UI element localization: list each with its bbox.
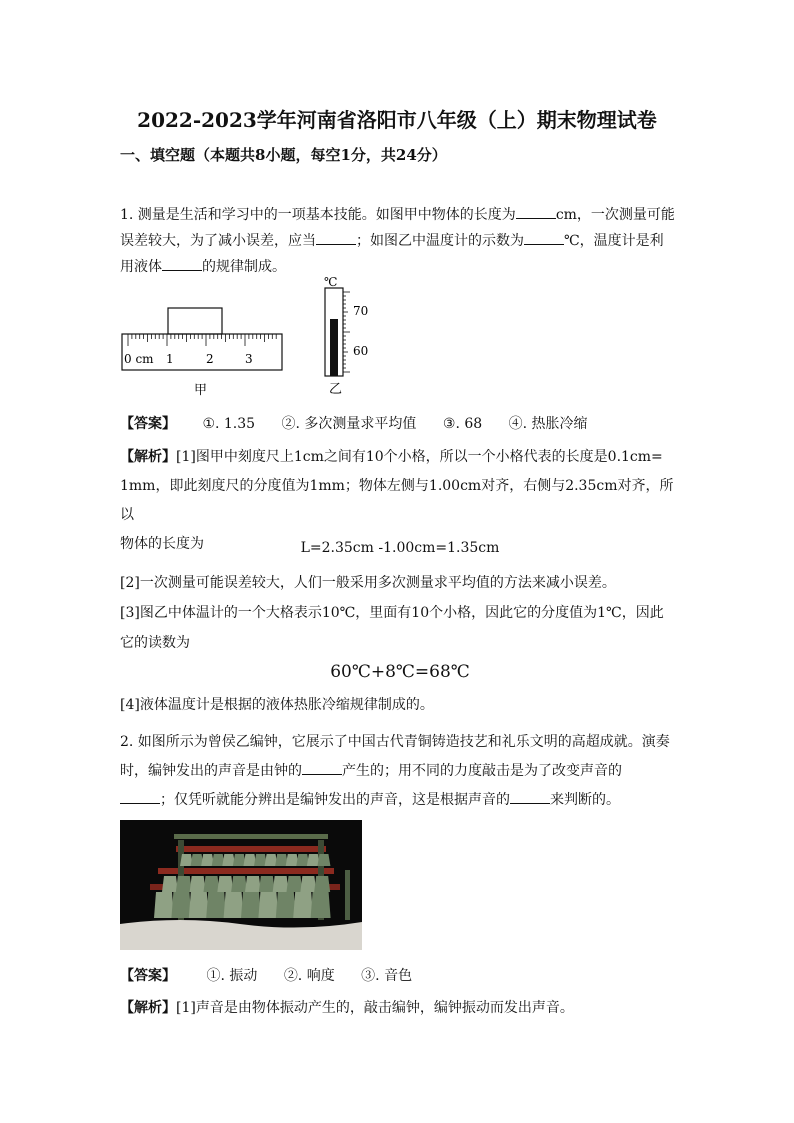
bell: [300, 876, 316, 892]
answer-blank: [120, 789, 160, 804]
bell: [276, 892, 296, 918]
answer-blank: [162, 256, 202, 271]
thermo-label: 70: [353, 304, 369, 318]
thermo-label: 60: [353, 344, 369, 358]
ruler-figure: [118, 300, 288, 400]
answer-row: [120, 963, 680, 989]
analysis-block: [2]一次测量可能误差较大，人们一般采用多次测量求平均值的方法来减小误差。 [3]图乙中体温计的一个大格表示10℃，里面有10个小格，因此它的分度值为1℃，因此 它的读数为: [120, 575, 664, 651]
thermometer-figure: [315, 272, 385, 400]
answer-blank: [316, 230, 356, 245]
answer-label: 【答案】: [120, 968, 176, 984]
liquid-column: [330, 319, 338, 376]
ruler-label: 2: [206, 352, 214, 366]
bianzhong-photo: [120, 820, 362, 950]
analysis-line: [4]液体温度计是根据的液体热胀冷缩规律制成的。: [120, 697, 434, 713]
bell: [162, 876, 178, 892]
bell: [217, 876, 233, 892]
answer-row: [120, 411, 680, 437]
analysis-label: 【解析】: [120, 449, 176, 465]
ruler-label: 0 cm: [124, 352, 154, 366]
bell: [314, 876, 330, 892]
answer-item: ①. 振动: [206, 968, 258, 984]
bell: [259, 876, 275, 892]
bell: [190, 876, 206, 892]
bell: [311, 892, 331, 918]
question-1: [120, 202, 680, 280]
analysis-block: 【解析】[1]图甲中刻度尺上1cm之间有10个小格，所以一个小格代表的长度是0.1cm= 1mm，即此刻度尺的分度值为1mm；物体左侧与1.00cm对齐，右侧与2.35cm对齐，所以 物体的长度为: [120, 449, 674, 552]
answer-blank: [524, 230, 564, 245]
bell: [224, 892, 244, 918]
bell: [287, 876, 303, 892]
bell: [154, 892, 174, 918]
analysis-label: 【解析】: [120, 1000, 176, 1016]
bell: [176, 876, 192, 892]
measured-object: [168, 308, 222, 334]
bell: [231, 876, 247, 892]
analysis-line: 【解析】[1]声音是由物体振动产生的，敲击编钟，编钟振动而发出声音。: [120, 1000, 574, 1016]
page-title: 2022-2023学年河南省洛阳市八年级（上）期末物理试卷: [137, 108, 657, 132]
answer-item: ②. 多次测量求平均值: [281, 416, 417, 432]
bianzhong-illustration: [120, 820, 362, 950]
temperature-unit: ℃: [324, 275, 338, 289]
figure-caption: 乙: [329, 382, 343, 397]
ruler-label: 3: [245, 352, 253, 366]
formula: L=2.35cm -1.00cm=1.35cm: [300, 540, 500, 556]
ruler-label: 1: [166, 352, 174, 366]
answer-blank: [516, 204, 556, 219]
bell: [189, 892, 209, 918]
answer-item: ①. 1.35: [202, 416, 256, 432]
q1-line-3: 用液体 的规律制成。: [120, 254, 680, 280]
bell: [241, 892, 261, 918]
answer-item: ③. 68: [442, 416, 483, 432]
bell: [206, 892, 226, 918]
bell: [245, 876, 261, 892]
answer-blank: [302, 760, 342, 775]
bell: [273, 876, 289, 892]
bell: [258, 892, 278, 918]
q1-line-2: 误差较大，为了减小误差，应当 ；如图乙中温度计的示数为 ℃，温度计是利: [120, 228, 680, 254]
question-2: 2. 如图所示为曾侯乙编钟，它展示了中国古代青铜铸造技艺和礼乐文明的高超成就。演奏 时，编钟发出的声音是由钟的 产生的；用不同的力度敲击是为了改变声音的 ；仅凭听就能分辨出是编钟发出的声音，这是根据声音的 来判断的。: [120, 734, 670, 808]
answer-item: ③. 音色: [361, 968, 413, 984]
answer-item: ②. 响度: [283, 968, 335, 984]
figure-caption: 甲: [194, 383, 208, 398]
bell: [317, 854, 330, 866]
section-heading: 一、填空题（本题共8小题，每空1分，共24分）: [120, 146, 447, 164]
bell: [171, 892, 191, 918]
q1-line-1: 1. 测量是生活和学习中的一项基本技能。如图甲中物体的长度为 cm，一次测量可能: [120, 202, 680, 228]
bell: [293, 892, 313, 918]
answer-item: ④. 热胀冷缩: [508, 416, 588, 432]
bell: [204, 876, 220, 892]
formula: 60℃+8℃=68℃: [330, 662, 470, 682]
answer-label: 【答案】: [120, 416, 176, 432]
answer-blank: [510, 789, 550, 804]
